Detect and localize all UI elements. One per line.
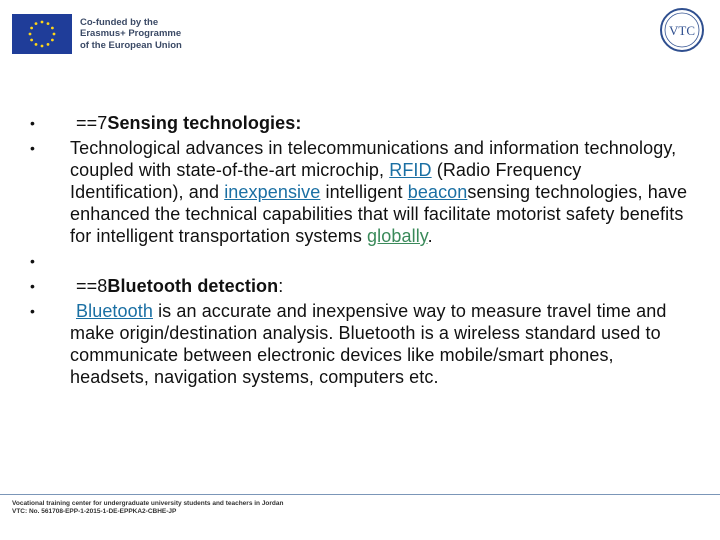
bullet-list [30, 112, 690, 391]
bullet-text [70, 275, 690, 297]
bullet-text-run: is an accurate and inexpensive way to measure travel time and make origin/destination analysis. Bluetooth is a wireless standard used to communicate between electronic devices like mobile/smart phones, headsets, navigation systems, computers etc. [70, 301, 667, 387]
bullet-text [70, 137, 690, 247]
bullet-text-run: (Radio Frequency Identification), and [70, 160, 582, 202]
bullet-item [30, 250, 690, 272]
bullet-marker: • [30, 278, 35, 294]
bullet-gap [30, 388, 690, 391]
eu-star-icon [53, 33, 56, 36]
bullet-marker: • [30, 253, 35, 269]
eu-logo [12, 14, 182, 54]
bullet-text [70, 250, 690, 272]
bullet-text [70, 300, 690, 388]
eu-star-icon [29, 33, 32, 36]
eu-star-icon [47, 22, 50, 25]
bullet-item [30, 137, 690, 247]
bullet-marker: • [30, 115, 35, 131]
eu-star-icon [47, 43, 50, 46]
link-globally[interactable]: globally [367, 226, 428, 246]
bullet-heading: Bluetooth detection [107, 276, 279, 296]
bullet-text-run: Technological advances in telecommunications and information technology, coupled with state-of-the-art microchip, [70, 138, 677, 180]
eu-flag-icon [12, 14, 72, 54]
footer-line-2: VTC: No. 561708-EPP-1-2015-1-DE-EPPKA2-CBHE-JP [12, 508, 177, 515]
bullet-prefix: ==8 [76, 276, 108, 296]
footer-line-1: Vocational training center for undergraduate university students and teachers in Jordan [12, 500, 284, 507]
eu-star-icon [30, 27, 33, 30]
footer [12, 500, 284, 516]
eu-star-icon [30, 39, 33, 42]
bullet-text-run: . [427, 226, 433, 246]
vtc-logo-icon [658, 6, 706, 54]
footer-divider [0, 494, 720, 495]
bullet-heading: Sensing technologies [107, 113, 296, 133]
eu-star-icon [41, 45, 44, 48]
eu-star-icon [51, 27, 54, 30]
bullet-text-run: intelligent [320, 182, 408, 202]
eu-star-icon [41, 21, 44, 24]
bullet-prefix: ==7 [76, 113, 108, 133]
bullet-text-run: sensing technologies, have enhanced the technical capabilities that will facilitate motorist safety benefits for intelligent transportation systems [70, 182, 688, 246]
eu-star-icon [35, 22, 38, 25]
eu-text-line: Co-funded by the [80, 16, 159, 28]
bullet-item [30, 112, 690, 134]
bullet-text [70, 112, 690, 134]
bullet-suffix: : [278, 276, 284, 296]
eu-text-line: Erasmus+ Programme [80, 28, 182, 40]
link-beacon[interactable]: beacon [407, 182, 468, 202]
vtc-logo-text: VTC [669, 23, 695, 38]
bullet-marker: • [30, 140, 35, 156]
eu-star-icon [51, 39, 54, 42]
eu-logo-text [80, 17, 182, 52]
bullet-item [30, 300, 690, 388]
bullet-item [30, 275, 690, 297]
bullet-suffix: : [295, 113, 302, 133]
bullet-marker: • [30, 303, 35, 319]
link-inexpensive[interactable]: inexpensive [224, 182, 321, 202]
link-rfid[interactable]: RFID [389, 160, 432, 180]
link-bluetooth[interactable]: Bluetooth [76, 301, 153, 321]
eu-star-icon [35, 43, 38, 46]
eu-text-line: of the European Union [80, 39, 182, 51]
